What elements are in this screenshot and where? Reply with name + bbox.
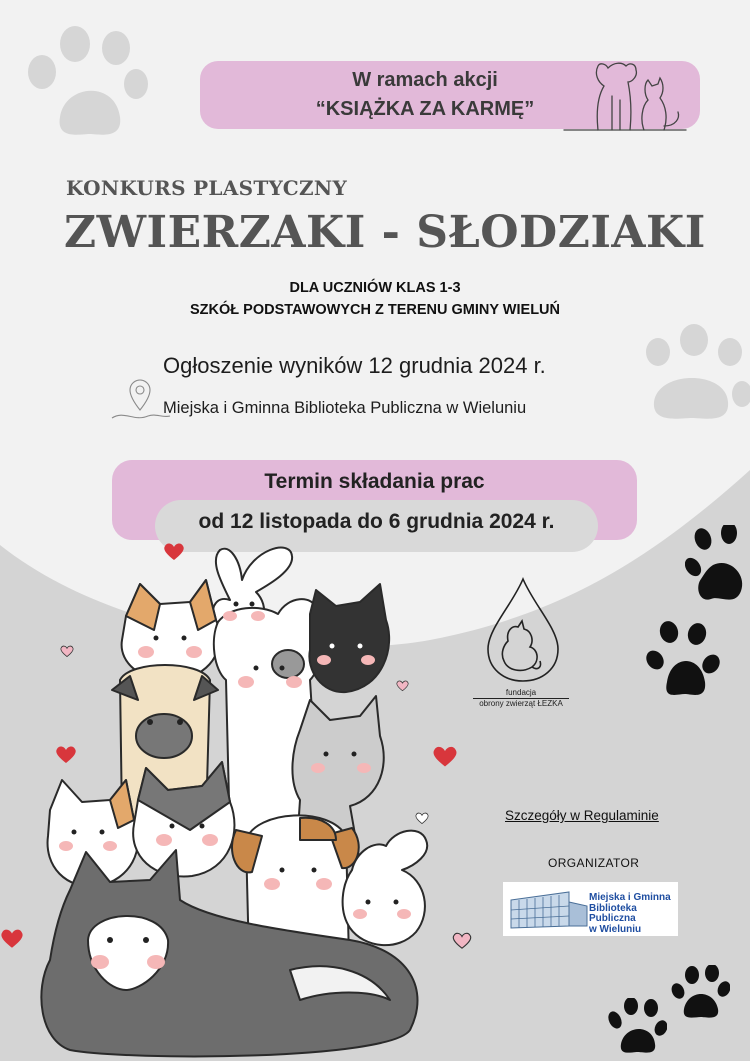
paw-print-icon xyxy=(685,525,750,610)
paw-print-icon xyxy=(645,620,720,705)
cartoon-animals-illustration xyxy=(30,540,470,1061)
paw-print-icon xyxy=(20,22,150,152)
results-announcement: Ogłoszenie wyników 12 grudnia 2024 r. xyxy=(163,353,546,378)
contest-kicker: KONKURS PLASTYCZNY xyxy=(66,176,348,200)
organizer-label: ORGANIZATOR xyxy=(548,856,640,870)
audience-line-1: DLA UCZNIÓW KLAS 1-3 xyxy=(289,280,461,296)
foundation-line-2: obrony zwierząt ŁEZKA xyxy=(473,698,569,709)
foundation-drop-logo xyxy=(478,575,568,687)
logo-line-1: Miejska i Gminna xyxy=(589,892,671,903)
heart-icon xyxy=(0,928,24,950)
contest-audience xyxy=(150,277,600,321)
library-building-icon xyxy=(509,888,589,930)
library-logo xyxy=(503,882,678,936)
foundation-name xyxy=(473,688,569,709)
venue-name: Miejska i Gminna Biblioteka Publiczna w Wieluniu xyxy=(163,399,527,417)
foundation-line-1: fundacja xyxy=(505,688,537,697)
logo-line-2: Biblioteka Publiczna xyxy=(589,902,637,924)
deadline-label: Termin składania prac xyxy=(264,470,485,493)
deadline-dates: od 12 listopada do 6 grudnia 2024 r. xyxy=(198,510,555,533)
paw-print-icon xyxy=(670,965,730,1020)
paw-print-icon xyxy=(605,998,667,1058)
dog-and-cat-outline-icon xyxy=(560,56,690,132)
contest-title: ZWIERZAKI - SŁODZIAKI xyxy=(64,207,706,258)
audience-line-2: SZKÓŁ PODSTAWOWYCH Z TERENU GMINY WIELUŃ xyxy=(189,302,560,318)
library-logo-text xyxy=(589,893,678,935)
regulations-link[interactable]: Szczegóły w Regulaminie xyxy=(505,808,659,823)
logo-line-3: w Wieluniu xyxy=(589,923,642,935)
campaign-line-1: W ramach akcji xyxy=(352,69,498,91)
campaign-line-2: “KSIĄŻKA ZA KARMĘ” xyxy=(315,98,535,120)
paw-print-icon xyxy=(638,322,750,432)
